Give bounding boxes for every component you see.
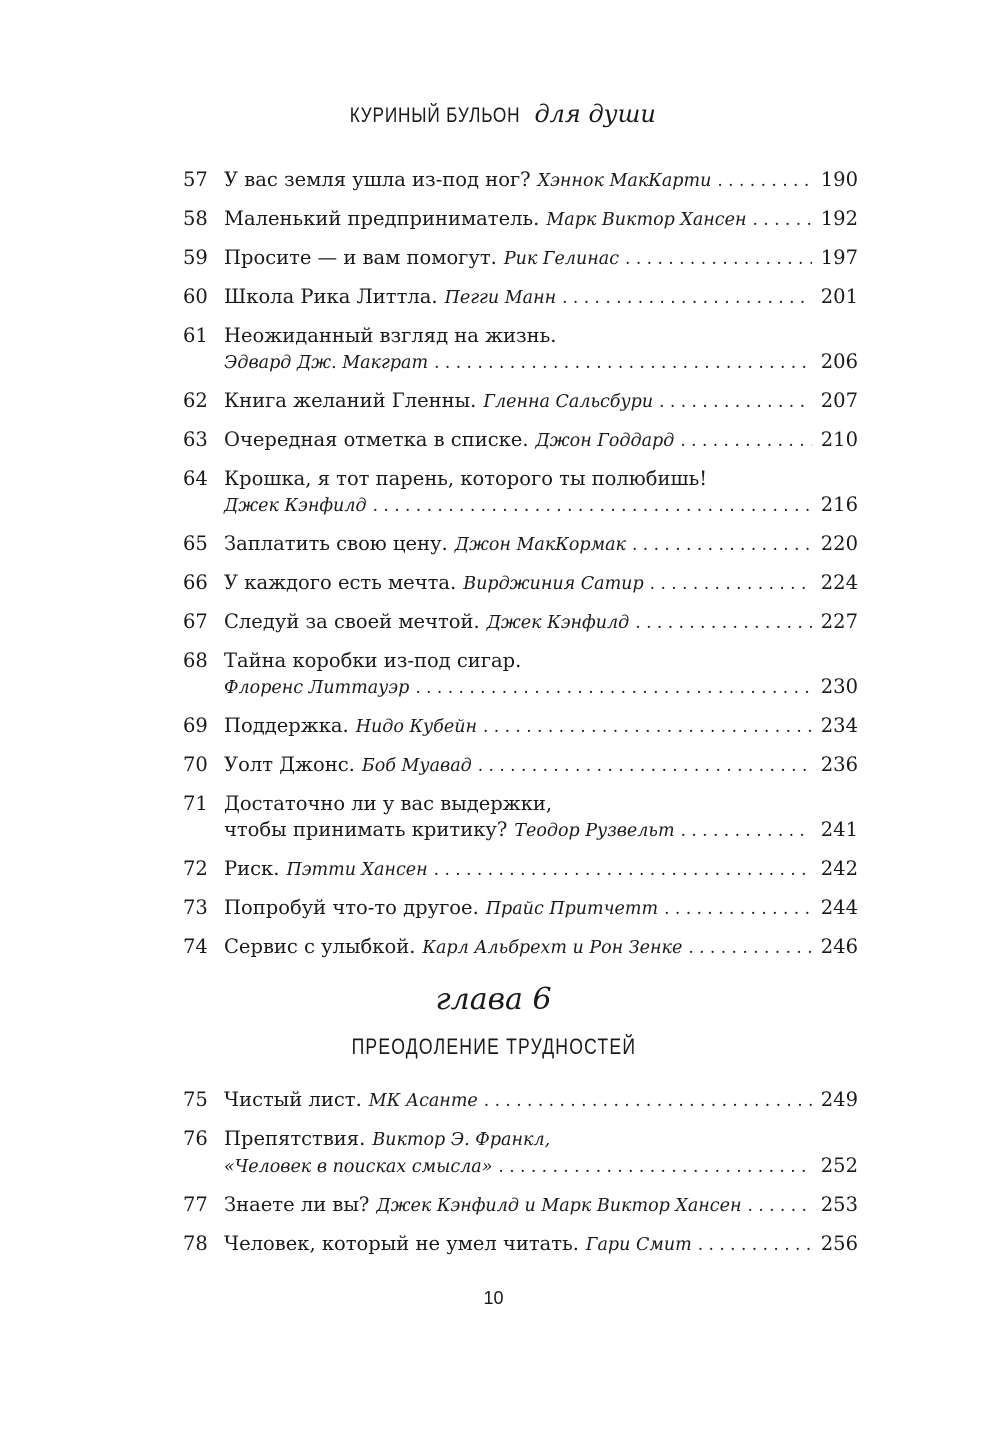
toc-entry-body <box>224 206 858 233</box>
toc-entry-page: 190 <box>820 168 858 191</box>
dot-leader <box>483 714 812 740</box>
dot-leader <box>373 493 812 519</box>
dot-leader <box>562 285 812 311</box>
toc-entry-author: Рик Гелинас <box>503 249 620 269</box>
running-head-title: КУРИНЫЙ БУЛЬОН <box>349 104 521 127</box>
dot-leader <box>747 1193 812 1219</box>
dot-leader <box>434 350 812 376</box>
toc-entry <box>183 791 858 844</box>
toc-entry-author: Виктор Э. Франкл, <box>372 1130 551 1150</box>
toc-list-top <box>183 167 858 973</box>
toc-entry-title: Уолт Джонс. <box>224 753 355 776</box>
toc-entry-body <box>224 388 858 415</box>
toc-entry-line <box>224 895 858 922</box>
toc-entry-line <box>224 609 858 636</box>
toc-entry-page: 236 <box>820 753 858 776</box>
toc-entry-number: 64 <box>183 467 208 490</box>
dot-leader <box>753 207 813 233</box>
toc-entry-number: 67 <box>183 610 208 633</box>
toc-entry-line <box>224 1153 858 1180</box>
dot-leader <box>434 857 812 883</box>
toc-entry-line <box>224 856 858 883</box>
toc-entry-line <box>224 674 858 701</box>
toc-entry <box>183 1087 858 1114</box>
running-head-script: для души <box>534 100 656 128</box>
dot-leader <box>664 896 812 922</box>
toc-entry <box>183 206 858 233</box>
dot-leader <box>484 1088 812 1114</box>
toc-entry <box>183 1192 858 1219</box>
toc-entry-author: «Человек в поисках смысла» <box>224 1157 493 1177</box>
toc-entry-body <box>224 609 858 636</box>
toc-entry-title: Человек, который не умел читать. <box>224 1232 579 1255</box>
toc-entry-title: Поддержка. <box>224 714 349 737</box>
toc-entry-line <box>224 466 858 492</box>
toc-entry-author: Джек Кэнфилд <box>486 613 630 633</box>
toc-entry-line <box>224 791 858 817</box>
toc-entry-author: Прайс Притчетт <box>485 899 659 919</box>
toc-entry-title: Попробуй что-то другое. <box>224 896 479 919</box>
dot-leader <box>688 935 812 961</box>
toc-entry-number: 78 <box>183 1232 208 1255</box>
toc-entry-page: 256 <box>820 1232 858 1255</box>
toc-entry-line <box>224 817 858 844</box>
toc-entry-page: 234 <box>820 714 858 737</box>
toc-entry-author: Джон МакКормак <box>454 535 626 555</box>
toc-entry-number: 71 <box>183 792 208 815</box>
toc-entry-line <box>224 713 858 740</box>
toc-entry-page: 244 <box>820 896 858 919</box>
toc-entry-number: 75 <box>183 1088 208 1111</box>
toc-entry-number: 73 <box>183 896 208 919</box>
toc-entry <box>183 895 858 922</box>
toc-entry <box>183 167 858 194</box>
toc-entry-page: 227 <box>820 610 858 633</box>
toc-entry <box>183 934 858 961</box>
toc-entry-author: Эдвард Дж. Макграт <box>224 353 429 373</box>
dot-leader <box>680 428 812 454</box>
toc-entry <box>183 856 858 883</box>
toc-entry <box>183 323 858 376</box>
toc-entry-line <box>224 1231 858 1258</box>
toc-entry-body <box>224 1231 858 1258</box>
toc-entry-number: 57 <box>183 168 208 191</box>
toc-entry-body <box>224 323 858 376</box>
toc-entry <box>183 427 858 454</box>
toc-entry-line <box>224 934 858 961</box>
toc-entry-body <box>224 570 858 597</box>
toc-entry-page: 224 <box>820 571 858 594</box>
toc-entry-author: Гленна Сальсбури <box>483 392 654 412</box>
toc-entry-line <box>224 167 858 194</box>
toc-entry <box>183 570 858 597</box>
toc-entry-body <box>224 856 858 883</box>
toc-entry-body <box>224 752 858 779</box>
toc-entry-number: 70 <box>183 753 208 776</box>
toc-entry <box>183 531 858 558</box>
toc-entry-body <box>224 531 858 558</box>
toc-entry-author: Марк Виктор Хансен <box>546 210 747 230</box>
toc-entry <box>183 1126 858 1180</box>
dot-leader <box>681 818 812 844</box>
toc-entry-author: Гари Смит <box>585 1235 692 1255</box>
toc-entry-title: Препятствия. <box>224 1127 366 1150</box>
toc-entry-author: МК Асанте <box>368 1091 478 1111</box>
toc-entry-page: 241 <box>820 818 858 841</box>
toc-entry-page: 252 <box>820 1154 858 1177</box>
toc-entry <box>183 245 858 272</box>
toc-entry-page: 220 <box>820 532 858 555</box>
toc-list-bottom <box>183 1087 858 1270</box>
toc-entry-body <box>224 1192 858 1219</box>
toc-entry-author: Хэннок МакКарти <box>537 171 712 191</box>
toc-entry-line <box>224 427 858 454</box>
toc-entry-number: 66 <box>183 571 208 594</box>
toc-entry-author: Пегги Манн <box>444 288 557 308</box>
chapter-title-text: ПРЕОДОЛЕНИЕ ТРУДНОСТЕЙ <box>351 1034 636 1059</box>
toc-entry-number: 72 <box>183 857 208 880</box>
toc-entry <box>183 388 858 415</box>
dot-leader <box>625 246 812 272</box>
toc-entry-author: Карл Альбрехт и Рон Зенке <box>422 938 683 958</box>
toc-entry-number: 77 <box>183 1193 208 1216</box>
toc-entry-number: 59 <box>183 246 208 269</box>
toc-entry-line <box>224 349 858 376</box>
toc-entry-body <box>224 466 858 519</box>
toc-entry-page: 216 <box>820 493 858 516</box>
toc-entry <box>183 466 858 519</box>
toc-entry-page: 253 <box>820 1193 858 1216</box>
toc-entry-number: 65 <box>183 532 208 555</box>
toc-entry-number: 74 <box>183 935 208 958</box>
toc-entry-page: 242 <box>820 857 858 880</box>
toc-entry-title: Тайна коробки из-под сигар. <box>224 649 522 672</box>
toc-entry-line <box>224 323 858 349</box>
toc-entry <box>183 284 858 311</box>
toc-entry-title: Книга желаний Гленны. <box>224 389 477 412</box>
toc-entry-title: Достаточно ли у вас выдержки, <box>224 792 553 815</box>
toc-entry-number: 76 <box>183 1127 208 1150</box>
page-number: 10 <box>483 1288 504 1308</box>
toc-entry-number: 60 <box>183 285 208 308</box>
toc-entry-page: 197 <box>820 246 858 269</box>
toc-entry-title: Просите — и вам помогут. <box>224 246 497 269</box>
toc-entry-title: Заплатить свою цену. <box>224 532 448 555</box>
toc-entry-page: 249 <box>820 1088 858 1111</box>
toc-entry-title: Очередная отметка в списке. <box>224 428 529 451</box>
toc-entry-title: Чистый лист. <box>224 1088 362 1111</box>
toc-entry-body <box>224 167 858 194</box>
toc-entry-line <box>224 1126 858 1153</box>
toc-entry-body <box>224 284 858 311</box>
toc-entry <box>183 1231 858 1258</box>
dot-leader <box>698 1232 812 1258</box>
toc-entry-author: Вирджиния Сатир <box>463 574 644 594</box>
toc-entry-body <box>224 934 858 961</box>
toc-entry-line <box>224 1192 858 1219</box>
toc-entry-page: 207 <box>820 389 858 412</box>
dot-leader <box>659 389 812 415</box>
toc-entry <box>183 609 858 636</box>
toc-entry-title: Маленький предприниматель. <box>224 207 540 230</box>
toc-entry-title: Знаете ли вы? <box>224 1193 370 1216</box>
toc-entry-page: 192 <box>820 207 858 230</box>
chapter-title <box>0 1034 987 1060</box>
toc-entry-title: У вас земля ушла из-под ног? <box>224 168 531 191</box>
toc-entry-line <box>224 284 858 311</box>
toc-entry-author: Нидо Кубейн <box>355 717 477 737</box>
toc-entry-line <box>224 531 858 558</box>
toc-entry-title: Риск. <box>224 857 280 880</box>
toc-entry-page: 201 <box>820 285 858 308</box>
dot-leader <box>478 753 812 779</box>
toc-entry-page: 246 <box>820 935 858 958</box>
toc-entry-body <box>224 713 858 740</box>
toc-entry-body <box>224 427 858 454</box>
toc-entry-body <box>224 245 858 272</box>
dot-leader <box>635 610 812 636</box>
toc-entry-title: Следуй за своей мечтой. <box>224 610 480 633</box>
toc-entry-title: чтобы принимать критику? <box>224 818 508 841</box>
toc-entry-author: Флоренс Литтауэр <box>224 678 410 698</box>
toc-entry-title: Крошка, я тот парень, которого ты полюбишь! <box>224 467 708 490</box>
toc-entry-number: 58 <box>183 207 208 230</box>
toc-entry-title: У каждого есть мечта. <box>224 571 457 594</box>
toc-entry <box>183 648 858 701</box>
toc-entry-author: Джек Кэнфилд и Марк Виктор Хансен <box>376 1196 742 1216</box>
toc-entry-line <box>224 648 858 674</box>
dot-leader <box>650 571 812 597</box>
toc-entry-line <box>224 1087 858 1114</box>
toc-entry-page: 206 <box>820 350 858 373</box>
toc-entry-line <box>224 206 858 233</box>
toc-entry-body <box>224 895 858 922</box>
chapter-label: глава 6 <box>435 982 552 1017</box>
toc-entry-line <box>224 388 858 415</box>
toc-entry-number: 69 <box>183 714 208 737</box>
toc-entry-author: Теодор Рузвельт <box>514 821 675 841</box>
toc-entry-line <box>224 245 858 272</box>
running-head <box>0 100 987 128</box>
toc-entry-author: Пэтти Хансен <box>286 860 428 880</box>
dot-leader <box>632 532 812 558</box>
toc-entry-title: Неожиданный взгляд на жизнь. <box>224 324 557 347</box>
toc-entry-line <box>224 752 858 779</box>
toc-entry-author: Боб Муавад <box>361 756 472 776</box>
toc-entry-number: 62 <box>183 389 208 412</box>
toc-entry-page: 210 <box>820 428 858 451</box>
toc-entry-title: Школа Рика Литтла. <box>224 285 438 308</box>
toc-entry <box>183 752 858 779</box>
toc-entry-line <box>224 570 858 597</box>
toc-entry-body <box>224 1126 858 1180</box>
toc-entry-title: Сервис с улыбкой. <box>224 935 416 958</box>
dot-leader <box>498 1154 812 1180</box>
toc-entry-body <box>224 791 858 844</box>
toc-entry <box>183 713 858 740</box>
toc-entry-author: Джон Годдард <box>535 431 675 451</box>
toc-entry-number: 68 <box>183 649 208 672</box>
toc-entry-page: 230 <box>820 675 858 698</box>
dot-leader <box>717 168 812 194</box>
toc-entry-body <box>224 1087 858 1114</box>
toc-entry-number: 61 <box>183 324 208 347</box>
toc-entry-number: 63 <box>183 428 208 451</box>
dot-leader <box>415 675 812 701</box>
toc-entry-body <box>224 648 858 701</box>
toc-entry-line <box>224 492 858 519</box>
toc-entry-author: Джек Кэнфилд <box>224 496 367 516</box>
